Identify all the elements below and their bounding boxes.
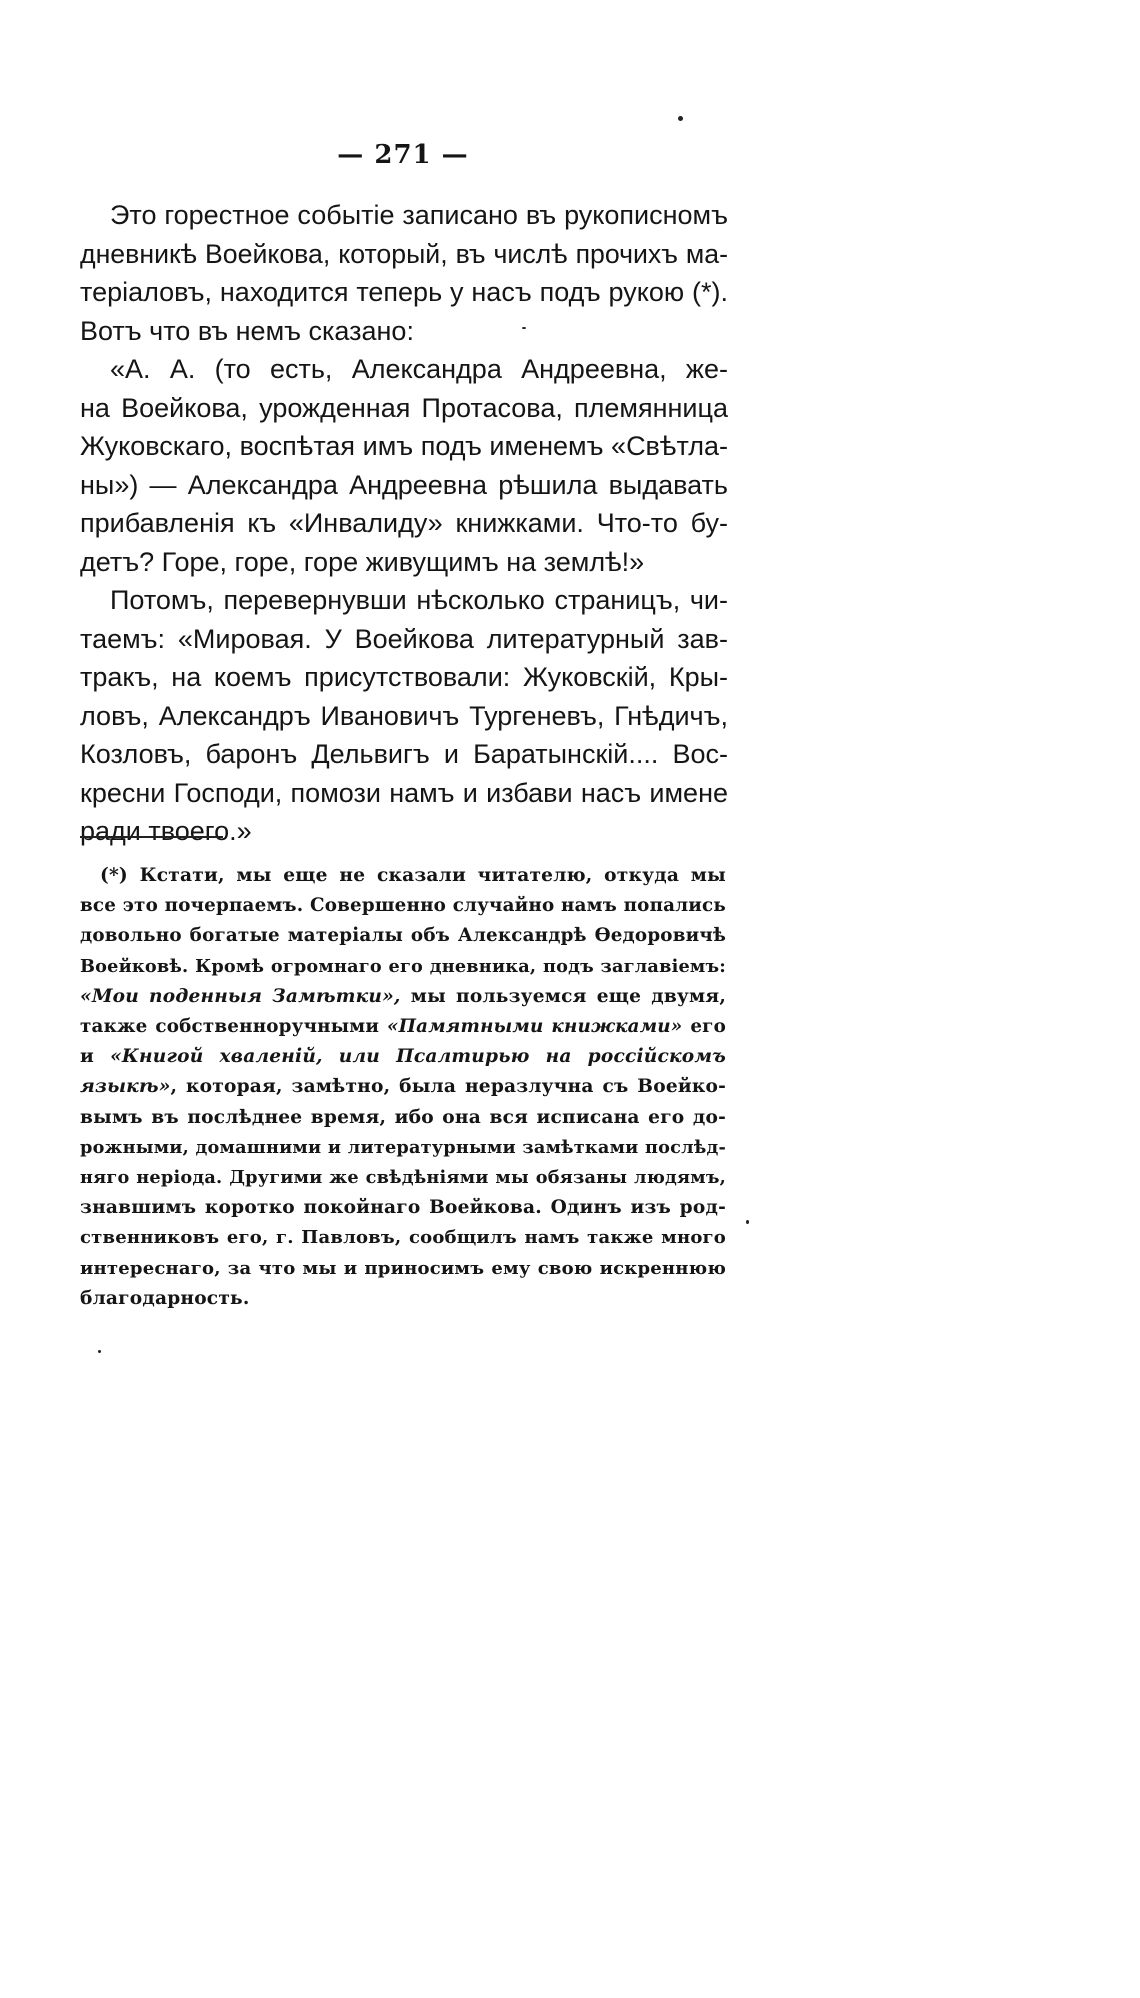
footnote-line: благодарность. (80, 1287, 250, 1309)
footnote-line: няго неріода. Другими же свѣдѣніями мы обязаны людямъ, (80, 1167, 726, 1189)
footnote-line: довольно богатые матеріалы объ Александрѣ Өедоровичѣ (80, 925, 726, 947)
footnote-text: мы пользуемся еще двумя, (400, 985, 726, 1007)
footnote-line (80, 1042, 726, 1072)
footnote-italic-title: «Мои поденныя Замѣтки», (80, 985, 401, 1007)
text-line: ловъ, Александръ Ивановичъ Тургеневъ, Гнѣдичъ, (80, 700, 728, 731)
text-line: ради твоего.» (80, 816, 252, 846)
text-line: таемъ: «Мировая. У Воейкова литературный зав- (80, 623, 728, 654)
footnote-text: , которая, замѣтно, была неразлучна съ Воейко- (170, 1076, 726, 1098)
text-line: Козловъ, баронъ Дельвигъ и Баратынскій.... Вос- (80, 739, 728, 769)
main-text (80, 196, 728, 851)
text-line: Это горестное событіе записано въ рукописномъ (110, 200, 728, 230)
text-line: кресни Господи, помози намъ и избави насъ имене (80, 777, 728, 808)
footnote-line: интереснаго, за что мы и приносимъ ему свою искреннюю (80, 1257, 726, 1279)
footnote-line: все это почерпаемъ. Совершенно случайно намъ попались (80, 895, 726, 917)
footnote-line: рожными, домашними и литературными замѣтками послѣд- (80, 1136, 726, 1158)
scan-speck (678, 116, 683, 121)
text-line: теріаловъ, находится теперь у насъ подъ рукою (*). (80, 277, 728, 307)
text-line: детъ? Горе, горе, горе живущимъ на землѣ!» (80, 546, 645, 577)
scan-speck (522, 327, 526, 329)
scan-speck (746, 1220, 749, 1224)
text-line: на Воейкова, урожденная Протасова, племянница (80, 392, 728, 423)
text-line: дневникѣ Воейкова, который, въ числѣ прочихъ ма- (80, 238, 728, 269)
text-line: ны») — Александра Андреевна рѣшила выдавать (80, 469, 728, 500)
text-line: Жуковскаго, воспѣтая имъ подъ именемъ «Свѣтла- (80, 431, 728, 461)
footnote (80, 861, 726, 1314)
page-number: — 271 — (337, 140, 469, 170)
footnote-italic-title: «Книгой хваленій, или Псалтирью на россійскомъ (110, 1046, 726, 1068)
footnote-line: вымъ въ послѣднее время, ибо она вся исписана его до- (80, 1106, 726, 1128)
footnote-line: (*) Кстати, мы еще не сказали читателю, откуда мы (100, 865, 726, 886)
footnote-line (80, 1072, 726, 1102)
footnote-line: Воейковѣ. Кромѣ огромнаго его дневника, подъ заглавіемъ: (80, 955, 726, 977)
text-line: Потомъ, перевернувши нѣсколько страницъ, чи- (110, 585, 728, 615)
text-line: прибавленія къ «Инвалиду» книжками. Что-то бу- (80, 508, 728, 538)
scan-speck (98, 1350, 101, 1353)
footnote-line: знавшимъ коротко покойнаго Воейкова. Одинъ изъ род- (80, 1197, 726, 1219)
footnote-line (80, 982, 726, 1012)
footnote-line: ственниковъ его, г. Павловъ, сообщилъ намъ также много (80, 1227, 726, 1249)
text-line: «А. А. (то есть, Александра Андреевна, же- (110, 354, 728, 384)
footnote-divider (80, 836, 223, 838)
footnote-line (80, 1012, 726, 1042)
footnote-italic-title: языкѣ» (80, 1076, 171, 1098)
footnote-text: и (80, 1046, 111, 1068)
text-line: Вотъ что въ немъ сказано: (80, 315, 414, 346)
footnote-text: также собственноручными (80, 1016, 388, 1038)
footnote-italic-title: «Памятными книжками» (387, 1016, 683, 1038)
text-line: тракъ, на коемъ присутствовали: Жуковскій, Кры- (80, 662, 728, 692)
footnote-text: его (682, 1016, 726, 1038)
